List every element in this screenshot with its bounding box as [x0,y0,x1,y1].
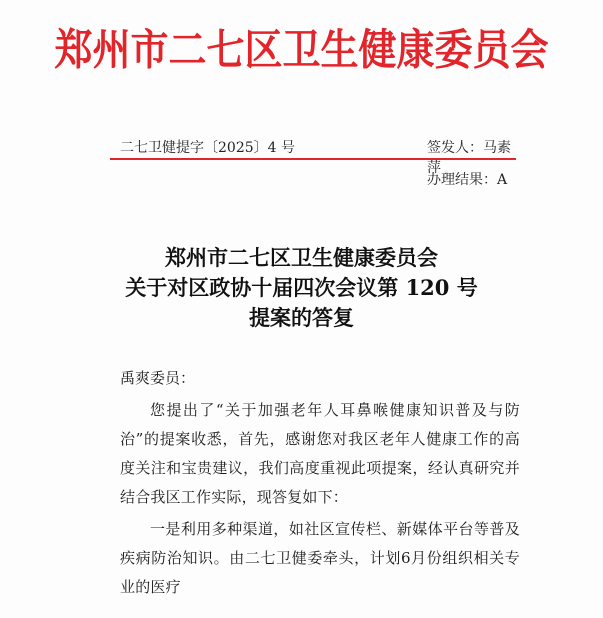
title-line-2: 关于对区政协十届四次会议第 120 号 [125,275,478,300]
body-paragraph-2: 一是利用多种渠道，如社区宣传栏、新媒体平台等普及疾病防治知识。由二七卫健委牵头，计划6月份组织相关专业的医疗 [120,520,520,596]
red-separator-line [110,158,516,160]
title-line-3: 提案的答复 [249,305,354,330]
issuing-authority-header: 郑州市二七区卫生健康委员会 [54,24,549,75]
signer-label: 签发人：马素萍 [427,140,511,176]
document-title [0,243,603,333]
handling-result: 办理结果：A [427,172,508,188]
letter-body [120,396,520,602]
salutation: 禹爽委员： [120,369,196,387]
document-meta-row [120,138,520,176]
document-number: 二七卫健提字〔2025〕4 号 [120,140,295,156]
body-paragraph-1: 您提出了“关于加强老年人耳鼻喉健康知识普及与防治”的提案收悉，首先，感谢您对我区老年人健康工作的高度关注和宝贵建议，我们高度重视此项提案，经认真研究并结合我区工作实际，现答复如下： [120,401,520,506]
title-line-1: 郑州市二七区卫生健康委员会 [165,245,438,270]
